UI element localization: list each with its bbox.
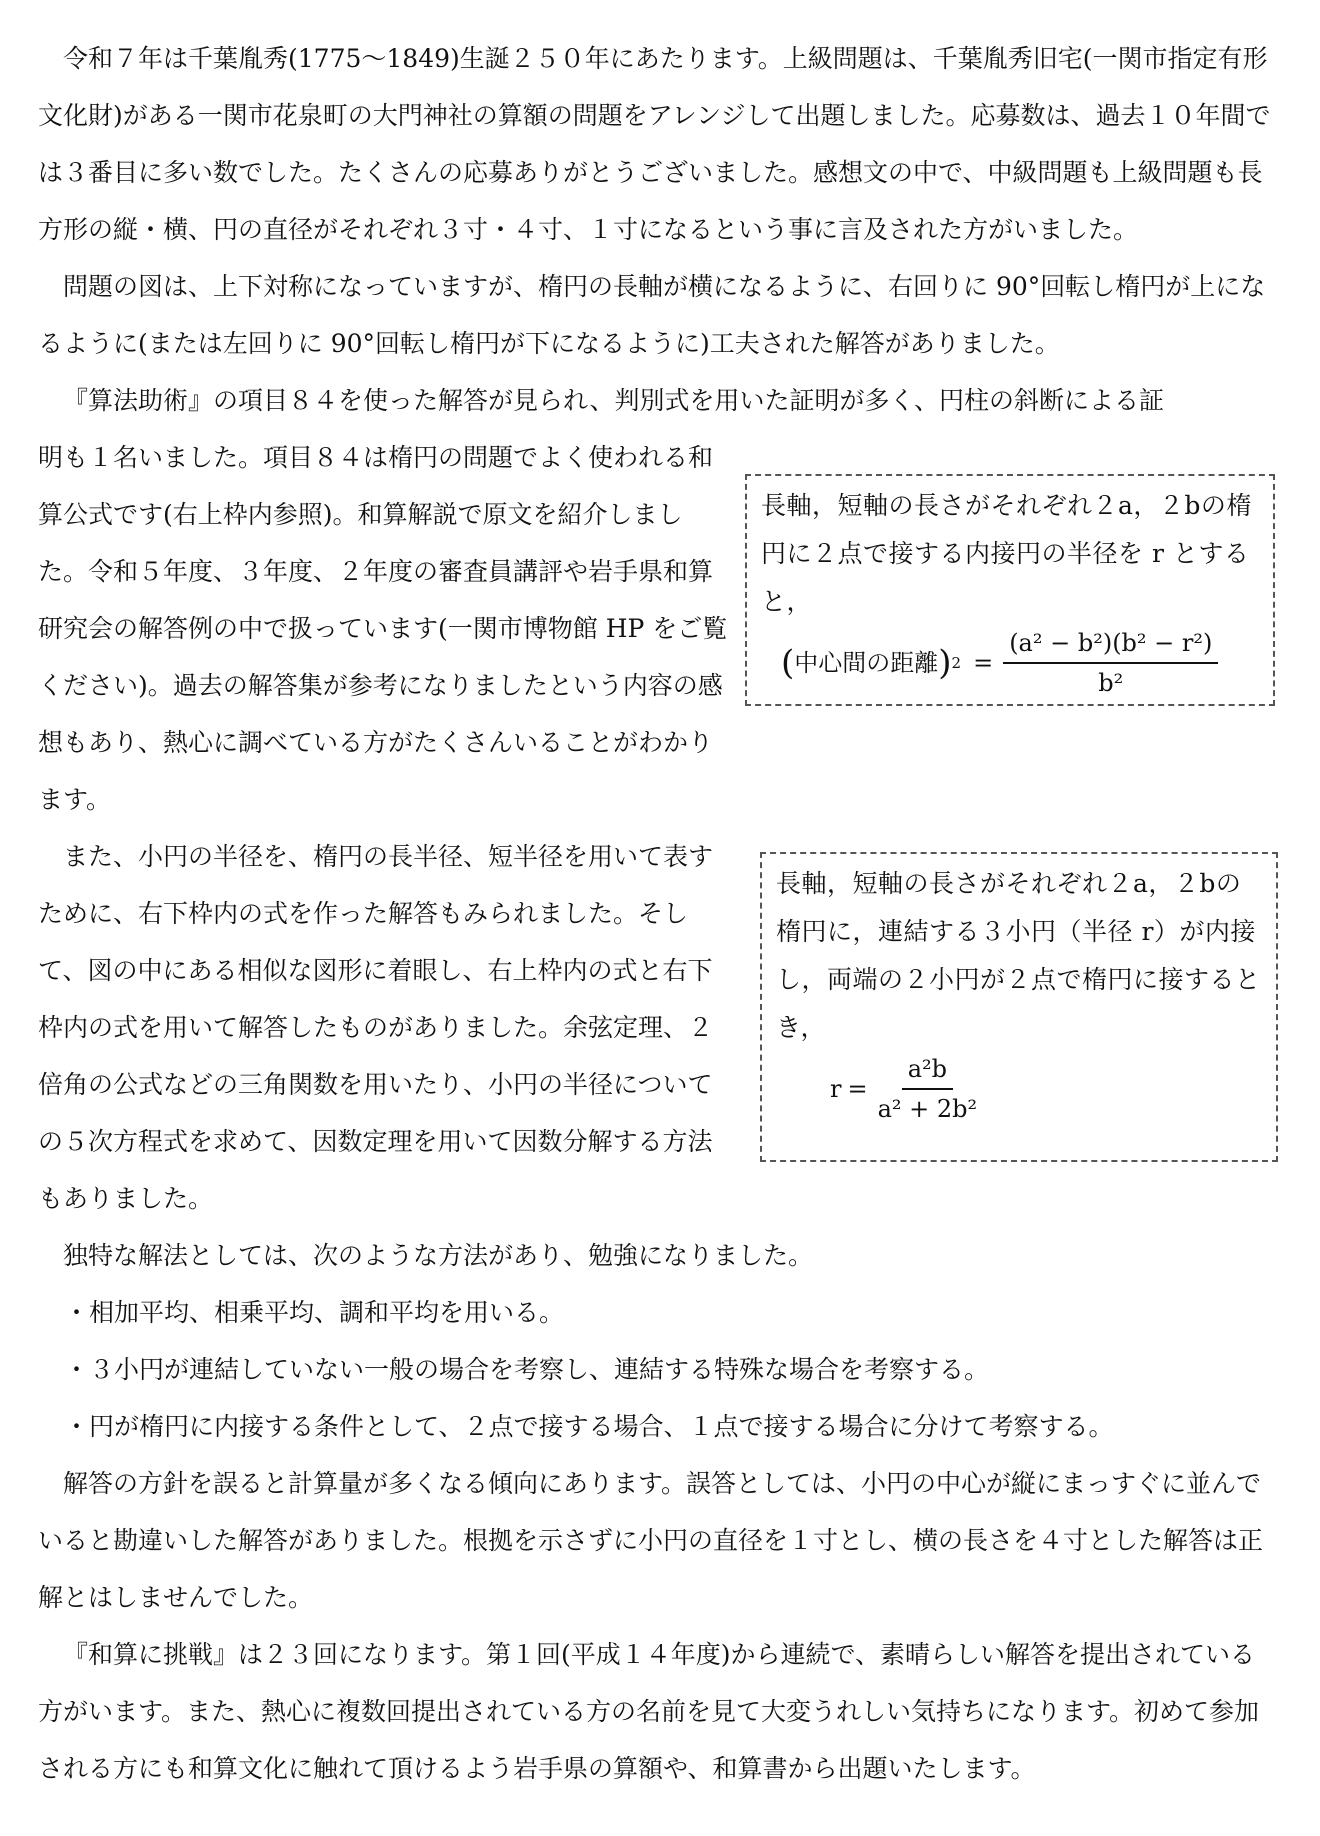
formula-fraction [878, 1054, 978, 1124]
paragraph-unique-methods: 独特な解法としては、次のような方法があり、勉強になりました。 [63, 1241, 814, 1270]
paragraph-rotation: 問題の図は、上下対称になっていますが、楕円の長軸が横になるように、右回りに 90°回転し楕円が上になるように(または左回りに 90°回転し楕円が下になるように)工夫された解答がありました。 [38, 272, 1266, 358]
formula-denominator: b² [1098, 669, 1124, 697]
formula-equals: = [847, 1075, 868, 1103]
formula-box-upper-text: 長軸，短軸の長さがそれぞれ２a，２bの楕円に２点で接する内接円の半径を r とすると， [761, 491, 1252, 616]
paragraph-sanpo-jojutsu: 明も１名いました。項目８４は楕円の問題でよく使われる和算公式です(右上枠内参照)。和算解説で原文を紹介しました。令和５年度、３年度、２年度の審査員講評や岩手県和算研究会の解答例の中で扱っています(一関市博物館 HP をご覧ください)。過去の解答集が参考になりましたという内容の感想もあり、熱心に調べている方がたくさんいることがわかります。 [38, 443, 728, 814]
formula-numerator: a²b [902, 1054, 953, 1090]
bullet-item: ・円が楕円に内接する条件として、２点で接する場合、１点で接する場合に分けて考察する。 [64, 1412, 1114, 1441]
formula-box-lower-text: 長軸，短軸の長さがそれぞれ２a，２bの楕円に，連結する３小円（半径 r）が内接し，両端の２小円が２点で楕円に接するとき， [776, 869, 1261, 1042]
formula-numerator: (a² − b²)(b² − r²) [1003, 628, 1218, 664]
formula-radius [776, 1054, 1262, 1124]
formula-distance: ( 中心間の距離 ) 2 = $\frac{\text{(a² − b²)(b² − r²)}}{\text{b²}}$ [761, 628, 1259, 698]
bullet-item: ・３小円が連結していない一般の場合を考察し、連結する特殊な場合を考察する。 [64, 1355, 990, 1384]
bullet-item: ・相加平均、相乗平均、調和平均を用いる。 [64, 1298, 565, 1327]
formula-box-upper [745, 474, 1275, 706]
formula-lhs: r [830, 1075, 842, 1103]
paragraph-intro: 令和７年は千葉胤秀(1775～1849)生誕２５０年にあたります。上級問題は、千葉胤秀旧宅(一関市指定有形文化財)がある一関市花泉町の大門神社の算額の問題をアレンジして出題しました。応募数は、過去１０年間では３番目に多い数でした。たくさんの応募ありがとうございました。感想文の中で、中級問題も上級問題も長方形の縦・横、円の直径がそれぞれ３寸・４寸、１寸になるという事に言及された方がいました。 [38, 44, 1271, 244]
formula-equals: = [973, 649, 994, 677]
formula-box-lower [760, 852, 1278, 1162]
formula-denominator: a² + 2b² [877, 1095, 978, 1123]
paragraph-small-circle: また、小円の半径を、楕円の長半径、短半径を用いて表すために、右下枠内の式を作った解答もみられました。そして、図の中にある相似な図形に着眼し、右上枠内の式と右下枠内の式を用いて解答したものがありました。余弦定理、２倍角の公式などの三角関数を用いたり、小円の半径についての５次方程式を求めて、因数定理を用いて因数分解する方法もありました。 [38, 842, 714, 1213]
paragraph-errors: 解答の方針を誤ると計算量が多くなる傾向にあります。誤答としては、小円の中心が縦にまっすぐに並んでいると勘違いした解答がありました。根拠を示さずに小円の直径を１寸とし、横の長さを４寸とした解答は正解とはしませんでした。 [38, 1469, 1264, 1612]
formula-fraction [1003, 628, 1218, 698]
formula-lhs: 中心間の距離 [794, 649, 939, 677]
paragraph-closing: 『和算に挑戦』は２３回になります。第１回(平成１４年度)から連続で、素晴らしい解答を提出されている方がいます。また、熱心に複数回提出されている方の名前を見て大変うれしい気持ちになります。初めて参加される方にも和算文化に触れて頂けるよう岩手県の算額や、和算書から出題いたします。 [38, 1640, 1260, 1783]
paragraph-sanpo-jojutsu-lead: 『算法助術』の項目８４を使った解答が見られ、判別式を用いた証明が多く、円柱の斜断による証 [63, 386, 1165, 415]
